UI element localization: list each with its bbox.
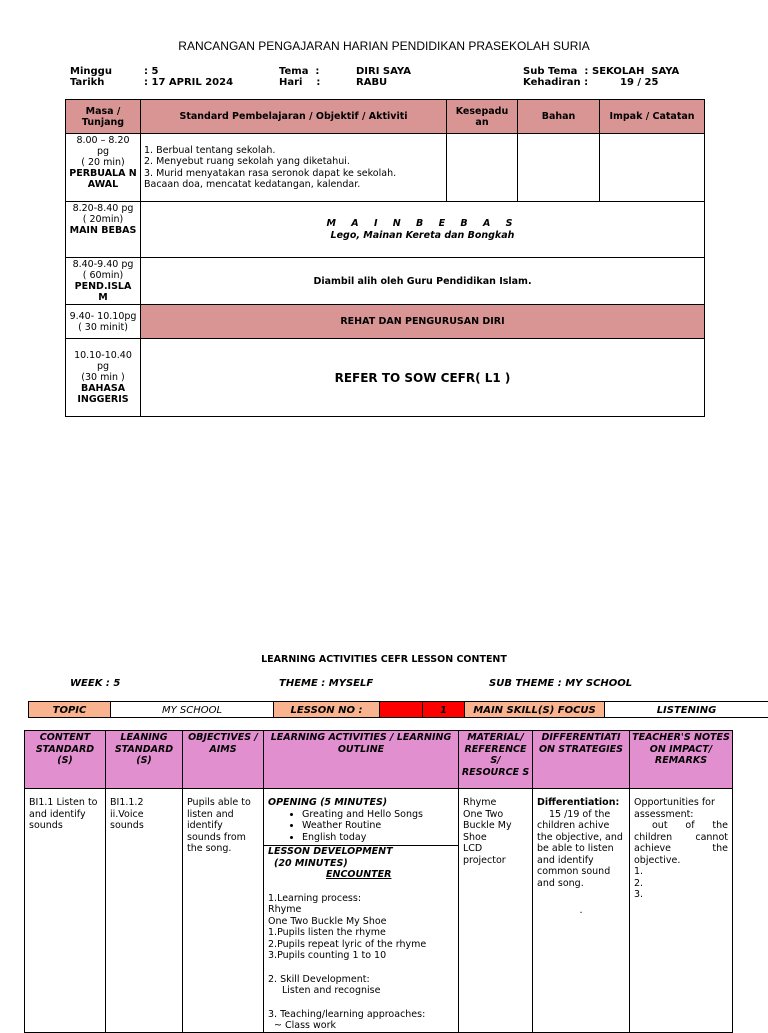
subtema-label: Sub Tema : [523,66,589,77]
activity-cell: REFER TO SOW CEFR( L1 ) [141,339,705,417]
topic-label: TOPIC [28,701,111,718]
time-text: 8.20-8.40 pg [72,203,134,214]
col-header-learning-standard: LEANING STANDARD (S) [106,731,183,789]
activity-line: Bacaan doa, mencatat kedatangan, kalendar. [144,179,361,190]
table-row [66,134,705,202]
main-bebas-sub: Lego, Mainan Kereta dan Bongkah [330,229,515,241]
session-name: MAIN BEBAS [69,225,137,236]
notes-intro: Opportunities for assessment: [634,797,715,820]
time-text: 8.00 – 8.20 pg [76,135,130,157]
duration-text: (30 min ) [81,372,125,383]
kehadiran-label: Kehadiran : [523,77,589,88]
notes-line: out of the children cannot achieve the objective. [634,820,728,866]
col-header-differentiation: DIFFERENTIATI ON STRATEGIES [533,731,630,789]
process-title: 1.Learning process: [268,892,362,904]
time-text: 10.10-10.40 pg [74,350,132,372]
content-standard-cell: BI1.1 Listen to and identify sounds [25,789,106,1033]
kesepaduan-cell [447,134,518,202]
time-text: 8.40-9.40 pg [72,259,134,270]
col-header-masa: Masa / Tunjang [66,100,141,134]
list-item: • English today [302,832,454,844]
topic-value: MY SCHOOL [110,701,274,718]
notes-item: 2. [634,877,644,889]
main-bebas-title: M A I N B E B A S [326,217,519,229]
skill-dev-line: Listen and recognise [282,985,381,996]
activity-line: 1. Berbual tentang sekolah. [144,144,276,156]
col-header-kesepaduan: Kesepadu an [447,100,518,134]
week-text: WEEK : 5 [70,678,121,689]
bahan-cell [518,134,600,202]
differentiation-cell [533,789,630,1033]
theme-text: THEME : MYSELF [279,678,374,689]
material-line: projector [463,854,506,866]
material-line: LCD [463,843,483,854]
table-header-row [66,100,705,134]
minggu-value: : 5 [144,66,159,77]
list-item: • Greating and Hello Songs [302,809,454,821]
col-header-activities: LEARNING ACTIVITIES / LEARNING OUTLINE [264,731,459,789]
activity-cell [141,134,447,202]
material-cell [459,789,533,1033]
tarikh-label: Tarikh [70,77,105,88]
session-name: PEND.ISLA M [74,281,132,303]
session-name: BAHASA INGGERIS [77,383,129,405]
table-row [66,305,705,339]
process-line: 2.Pupils repeat lyric of the rhyme [268,938,427,950]
process-line: 1.Pupils listen the rhyme [268,927,386,938]
diff-text: 15 /19 of the children achive the objective, and be able to listen and identify common sound and song. [537,808,623,889]
col-header-notes: TEACHER'S NOTES ON IMPACT/ REMARKS [630,731,733,789]
time-cell [66,134,141,202]
minggu-label: Minggu [70,66,112,77]
table-row [66,339,705,417]
lesson-development-block [264,845,458,1032]
activity-cell: Diambil alih oleh Guru Pendidikan Islam. [141,258,705,305]
skill-dev-title: 2. Skill Development: [268,973,370,985]
process-line: Rhyme [268,904,302,915]
col-header-bahan: Bahan [518,100,600,134]
time-cell [66,258,141,305]
duration-text: ( 30 minit) [78,321,128,333]
learning-standard-cell: BI1.1.2 ii.Voice sounds [106,789,183,1033]
lesson-no-label: LESSON NO : [273,701,380,718]
material-line: Buckle My [463,820,512,831]
time-cell [66,339,141,417]
page-title: RANCANGAN PENGAJARAN HARIAN PENDIDIKAN PRASEKOLAH SURIA [178,39,590,53]
hari-value: RABU [356,77,388,88]
kehadiran-value: 19 / 25 [620,77,659,88]
objectives-cell: Pupils able to listen and identify sounds from the song. [183,789,264,1033]
activity-cell [141,202,705,258]
tema-value: DIRI SAYA [356,66,411,77]
approach-title: 3. Teaching/learning approaches: [268,1008,426,1020]
notes-item: 1. [634,866,644,877]
col-header-standard: Standard Pembelajaran / Objektif / Aktiviti [141,100,447,134]
time-cell [66,305,141,339]
tema-label: Tema : [279,66,320,77]
rehat-cell: REHAT DAN PENGURUSAN DIRI [141,305,705,339]
lesson-no-red-cell [379,701,423,718]
tarikh-value: : 17 APRIL 2024 [144,77,234,88]
process-line: 3.Pupils counting 1 to 10 [268,950,387,961]
duration-text: ( 20min) [82,214,124,225]
lesson-content-table [24,730,733,1033]
sub-theme-text: SUB THEME : MY SCHOOL [489,678,633,689]
session-name: PERBUALA N AWAL [69,168,137,190]
skill-focus-label: MAIN SKILL(S) FOCUS [464,701,605,718]
time-text: 9.40- 10.10pg [69,310,137,322]
diff-dot: . [579,905,583,916]
notes-cell [630,789,733,1033]
subtema-value: SEKOLAH SAYA [592,66,680,77]
material-line: Shoe [463,831,487,843]
activity-line: 2. Menyebut ruang sekolah yang diketahui. [144,156,350,167]
material-line: One Two [463,808,504,820]
skill-focus-value: LISTENING [604,701,768,718]
diff-title: Differentiation: [537,797,620,808]
activities-cell [264,789,459,1033]
notes-item: 3. [634,889,644,900]
lesson-content-row [25,789,733,1033]
table-row [66,258,705,305]
daily-plan-table [65,99,705,417]
col-header-material: MATERIAL/ REFERENCE S/ RESOURCE S [459,731,533,789]
col-header-impak: Impak / Catatan [600,100,705,134]
activity-line: 3. Murid menyatakan rasa seronok dapat ke sekolah. [144,167,397,179]
table-row [66,202,705,258]
approach-line: ~ Class work [274,1020,336,1031]
duration-text: ( 60min) [82,270,124,281]
hari-label: Hari : [279,77,321,88]
material-line: Rhyme [463,797,497,808]
time-cell [66,202,141,258]
process-line: One Two Buckle My Shoe [268,915,387,927]
dev-duration: (20 MINUTES) [274,857,348,869]
col-header-objectives: OBJECTIVES / AIMS [183,731,264,789]
duration-text: ( 20 min) [81,157,125,168]
lesson-no-value: 1 [422,701,465,718]
lesson-header-row [25,731,733,789]
opening-title: OPENING (5 MINUTES) [268,797,388,808]
lesson-title: LEARNING ACTIVITIES CEFR LESSON CONTENT [261,654,507,665]
opening-list [268,809,454,844]
col-header-content-standard: CONTENT STANDARD (S) [25,731,106,789]
dev-title: LESSON DEVELOPMENT [268,846,393,857]
dev-encounter: ENCOUNTER [326,869,392,880]
impak-cell [600,134,705,202]
list-item: • Weather Routine [302,820,454,832]
